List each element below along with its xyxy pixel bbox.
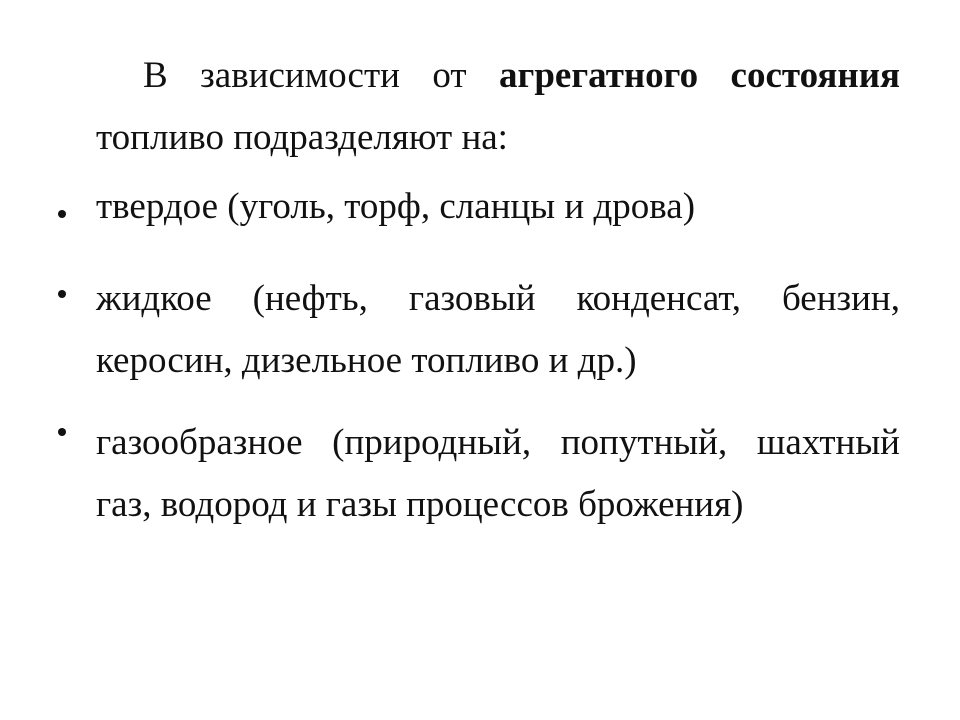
- intro-rest: топливо подразделяют на:: [96, 117, 508, 158]
- bullet-item-solid: твердое (уголь, торф, сланцы и дрова): [96, 186, 696, 227]
- intro-word-2: зависимости: [200, 55, 400, 96]
- bullet-item-gaseous: газообразное (природный, попутный, шахтный газ, водород и газы процессов брожения): [96, 422, 900, 525]
- intro-word-1: В: [143, 55, 168, 96]
- bullet-icon: [58, 210, 66, 218]
- bullet-icon: [58, 428, 66, 436]
- bullet-item-liquid: жидкое (нефть, газовый конденсат, бензин, керосин, дизельное топливо и др.): [96, 278, 900, 381]
- intro-paragraph: [96, 45, 900, 169]
- bullet-icon: [58, 290, 66, 298]
- intro-bold-aggregate: агрегатного: [499, 55, 699, 96]
- intro-bold-state: состояния: [730, 55, 901, 96]
- intro-word-3: от: [432, 55, 467, 96]
